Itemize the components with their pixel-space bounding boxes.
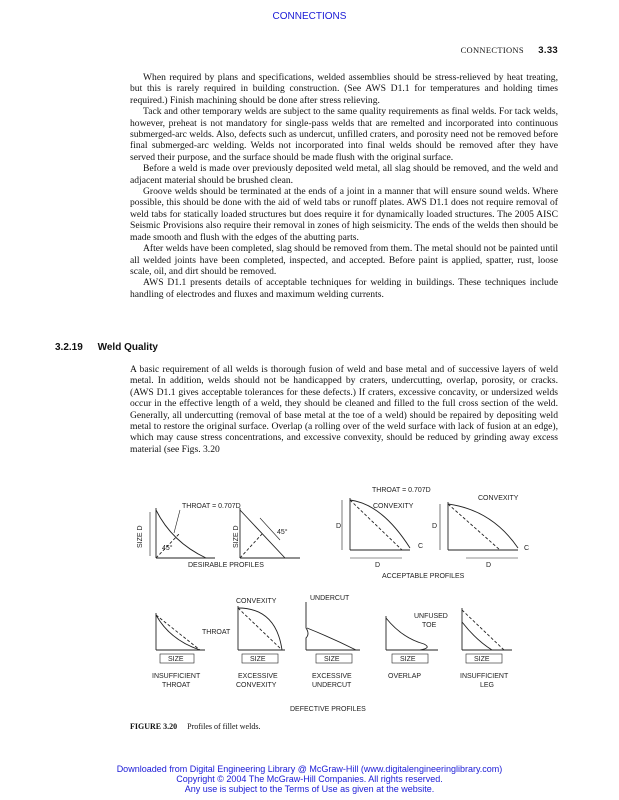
acceptable-profiles-label: ACCEPTABLE PROFILES (382, 573, 465, 580)
angle-label: 45° (277, 529, 288, 536)
desirable-profile-1 (150, 508, 215, 558)
caption-text: Profiles of fillet welds. (187, 722, 261, 731)
top-link[interactable]: CONNECTIONS (272, 11, 347, 22)
paragraph: After welds have been completed, slag should be removed from them. The metal should not be painted until all welded joints have been completed, inspected, and accepted. Before paint is applied, spatter, rust, loose scale, oil, and dirt should be removed. (130, 243, 558, 277)
footer (0, 764, 619, 794)
angle-label: 45° (162, 545, 173, 552)
defect-name: EXCESSIVE (238, 673, 278, 680)
paragraph: Before a weld is made over previously deposited weld metal, all slag should be removed, and the weld and adjacent material should be brushed clean. (130, 163, 558, 186)
footer-download-link[interactable]: Downloaded from Digital Engineering Library @ McGraw-Hill (www.digitalengineeringlibrary.com) (116, 764, 503, 774)
footer-copyright[interactable]: Copyright © 2004 The McGraw-Hill Companies. All rights reserved. (176, 774, 443, 784)
size-label: SIZE (474, 656, 490, 663)
defective-insufficient-leg (462, 608, 512, 663)
paragraph: Groove welds should be terminated at the ends of a joint in a manner that will ensure sound welds. Where possible, this should be done with the aid of weld tabs or runoff plates. AWS D1.1 does not require removal of weld tabs for statically loaded structures but does require it for dynamically loaded structures. The 2005 AISC Seismic Provisions also require their removal in zones of high seismicity. The ends of the welds then should be made smooth and flush with the edges of the abutting parts. (130, 186, 558, 243)
d-label: D (375, 562, 381, 569)
size-label: SIZE (168, 656, 184, 663)
acceptable-profile-2 (440, 502, 518, 558)
defect-name: THROAT (162, 682, 191, 689)
convexity-label: CONVEXITY (373, 503, 414, 510)
defect-name: CONVEXITY (236, 682, 277, 689)
defect-name: INSUFFICIENT (152, 673, 201, 680)
size-d-label: SIZE D (233, 525, 240, 548)
figure-caption (130, 722, 260, 731)
running-title: CONNECTIONS (460, 45, 524, 55)
body-text-section (130, 364, 558, 455)
paragraph: When required by plans and specifications, welded assemblies should be stress-relieved by heat treating, but this is rarely required in building construction. (See AWS D1.1 for temperatures and holding times required.) Finish machining should be done after stress relieving. (130, 72, 558, 106)
paragraph: A basic requirement of all welds is thorough fusion of weld and base metal and of successive layers of weld metal. In addition, welds should not be handicapped by craters, undercutting, overlap, porosity, or cracks. (AWS D1.1 gives acceptable tolerances for these defects.) If craters, excessive concavity, or undersized welds occur in the effective length of a weld, they should be cleaned and filled to the full cross section of the weld. Generally, all undercutting (removal of base metal at the toe of a weld) should be repaired by depositing weld metal to restore the original surface. Overlap (a rolling over of the weld surface with lack of fusion at an edge), which may cause stress concentrations, and excessive convexity, should be reduced by grinding away excess material (see Figs. 3.20 (130, 364, 558, 455)
desirable-profiles-label: DESIRABLE PROFILES (188, 562, 264, 569)
size-label: SIZE (400, 656, 416, 663)
paragraph: Tack and other temporary welds are subject to the same quality requirements as final welds. For tack welds, however, preheat is not mandatory for single-pass welds that are remelted and incorporated into continuous submerged-arc welds. Also, defects such as undercut, unfilled craters, and porosity need not be removed before final submerged-arc welding. Welds not incorporated into final welds should be removed after they have served their purpose, and the surface should be made flush with the original surface. (130, 106, 558, 163)
body-text-top (130, 72, 558, 300)
d-label: D (432, 523, 438, 530)
running-head (461, 45, 558, 56)
c-label: C (524, 545, 530, 552)
c-label: C (418, 543, 424, 550)
defect-name: INSUFFICIENT (460, 673, 509, 680)
section-title: Weld Quality (97, 342, 158, 353)
d-label: D (486, 562, 492, 569)
convexity-label: CONVEXITY (236, 598, 277, 605)
paragraph: AWS D1.1 presents details of acceptable techniques for welding in buildings. These techniques include handling of electrodes and fluxes and maximum welding currents. (130, 277, 558, 300)
size-label: SIZE (324, 656, 340, 663)
caption-label: FIGURE 3.20 (130, 722, 178, 731)
defect-name: UNDERCUT (312, 682, 352, 689)
desirable-profile-2 (240, 508, 300, 558)
defect-name: OVERLAP (388, 673, 422, 680)
throat-label: THROAT (202, 629, 231, 636)
section-heading (55, 342, 158, 353)
weld-profiles-figure (120, 478, 570, 718)
size-label: SIZE (250, 656, 266, 663)
defect-name: LEG (480, 682, 495, 689)
defective-excessive-undercut (306, 602, 360, 663)
defective-excessive-convexity (238, 606, 285, 663)
unfused-toe-label: TOE (422, 622, 437, 629)
undercut-label: UNDERCUT (310, 595, 350, 602)
defective-profiles-label: DEFECTIVE PROFILES (290, 706, 366, 713)
throat-label: THROAT = 0.707D (182, 503, 241, 510)
convexity-label: CONVEXITY (478, 495, 519, 502)
defect-name: EXCESSIVE (312, 673, 352, 680)
d-label: D (336, 523, 342, 530)
size-d-label: SIZE D (137, 525, 144, 548)
section-number: 3.2.19 (55, 342, 83, 353)
footer-terms[interactable]: Any use is subject to the Terms of Use as given at the website. (184, 784, 435, 794)
throat-label: THROAT = 0.707D (372, 487, 431, 494)
page-number: 3.33 (538, 45, 558, 56)
unfused-toe-label: UNFUSED (414, 613, 448, 620)
